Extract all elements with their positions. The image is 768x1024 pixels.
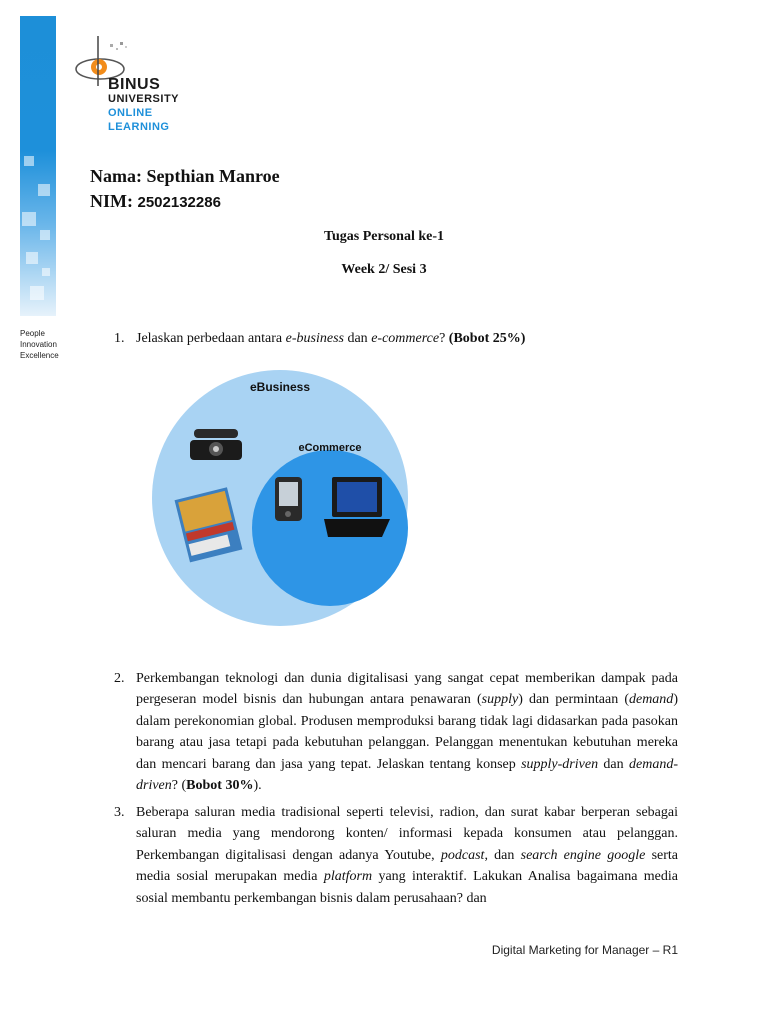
student-nim (90, 191, 221, 212)
logo-line-learning: LEARNING (108, 121, 170, 133)
session-title: Week 2/ Sesi 3 (341, 262, 427, 277)
question-number: 1. (114, 331, 125, 346)
nim-label: NIM: (90, 191, 133, 211)
question-number: 3. (114, 805, 125, 820)
nim-value: 2502132286 (137, 194, 221, 211)
logo-text (108, 78, 179, 134)
question-text: Jelaskan perbedaan antara e-business dan e-commerce? (Bobot 25%) (136, 331, 526, 346)
page-footer: Digital Marketing for Manager – R1 (491, 943, 678, 957)
question-3 (114, 802, 678, 909)
logo-line-online: ONLINE (108, 107, 153, 119)
ebusiness-label: eBusiness (249, 380, 311, 394)
telephone-icon (190, 429, 242, 460)
question-text: Perkembangan teknologi dan dunia digitalisasi yang sangat cepat memberikan dampak pada pergeseran model bisnis dan hubungan antara penawaran (supply) dan permintaan (demand) dalam perekonomian global. Produsen memproduksi barang tidak lagi didasarkan pada pasokan barang atau jasa tetapi pada kebutuhan pelanggan. Pelanggan menentukan kebutuhan mereka dan mencari barang dan jasa yang tepat. Jelaskan tentang konsep supply-driven dan demand-driven? (Bobot 30%). (136, 671, 678, 794)
question-1 (114, 328, 678, 349)
assignment-title: Tugas Personal ke-1 (323, 229, 445, 244)
student-name: Nama: Septhian Manroe (90, 166, 280, 186)
tagline-line: Innovation (20, 340, 57, 349)
question-number: 2. (114, 671, 125, 686)
tagline (20, 328, 59, 361)
tagline-line: Excellence (20, 351, 59, 360)
ecommerce-label: eCommerce (298, 442, 362, 454)
laptop-icon (324, 477, 390, 537)
ebusiness-ecommerce-diagram (150, 365, 410, 630)
tagline-line: People (20, 329, 45, 338)
logo-line-binus: BINUS (108, 76, 161, 93)
pda-icon (275, 477, 302, 521)
question-text: Beberapa saluran media tradisional seperti televisi, radion, dan surat kabar berperan sebagai saluran media yang mendorong konten/ informasi kepada konsumen atau pelanggan. Perkembangan digitalisasi dengan adanya Youtube, podcast, dan search engine google serta media sosial merupakan media platform yang interaktif. Lakukan Analisa bagaimana media sosial membantu perkembangan bisnis dalam perusahaan? dan (136, 805, 679, 906)
question-2 (114, 668, 678, 796)
logo-line-university: UNIVERSITY (108, 93, 180, 105)
